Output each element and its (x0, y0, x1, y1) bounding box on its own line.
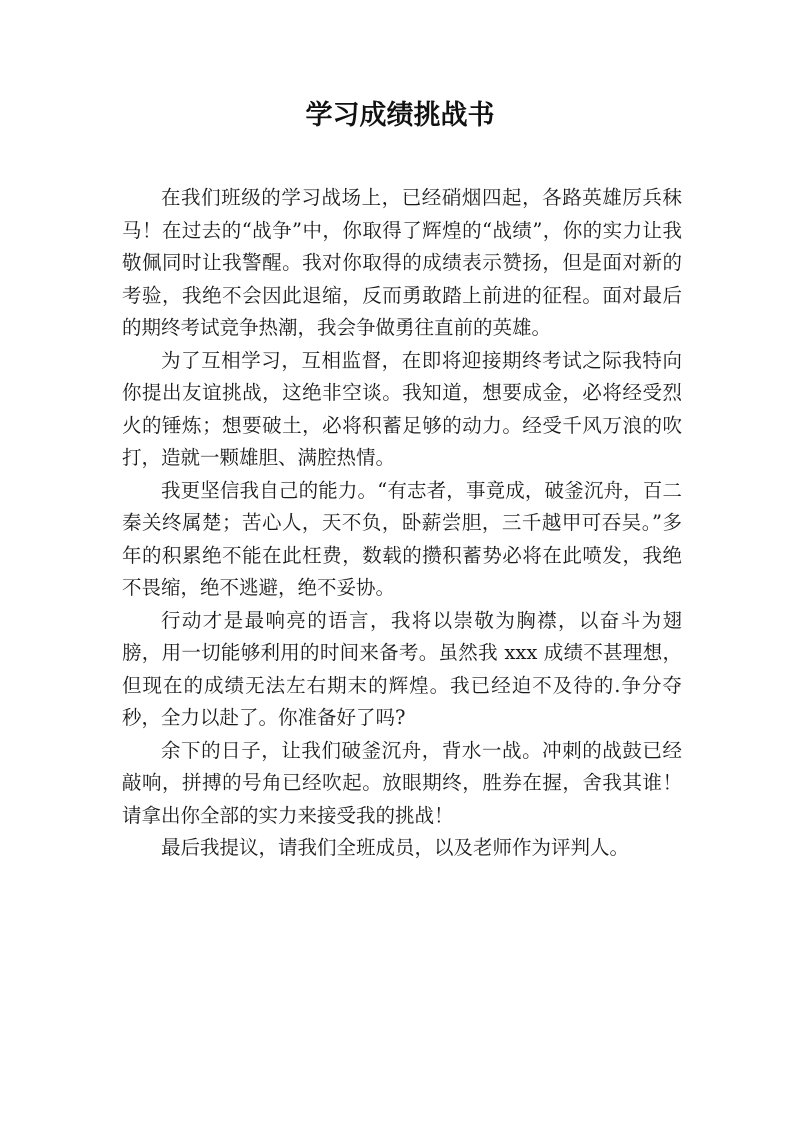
paragraph-4: 行动才是最响亮的语言，我将以崇敬为胸襟，以奋斗为翅膀，用一切能够利用的时间来备考。虽然我 xxx 成绩不甚理想，但现在的成绩无法左右期末的辉煌。我已经迫不及待的.争分夺秒，全力以赴了。你准备好了吗? (122, 608, 682, 729)
paragraph-2: 为了互相学习，互相监督，在即将迎接期终考试之际我特向你提出友谊挑战，这绝非空谈。我知道，想要成金，必将经受烈火的锤炼；想要破土，必将积蓄足够的动力。经受千风万浪的吹打，造就一颗雄胆、满腔热情。 (122, 348, 682, 469)
paragraph-5: 余下的日子，让我们破釜沉舟，背水一战。冲刺的战鼓已经敲响，拼搏的号角已经吹起。放眼期终，胜券在握，舍我其谁！请拿出你全部的实力来接受我的挑战！ (122, 738, 682, 827)
paragraph-6: 最后我提议，请我们全班成员，以及老师作为评判人。 (161, 836, 630, 859)
document-title: 学习成绩挑战书 (305, 100, 495, 131)
paragraph-1: 在我们班级的学习战场上，已经硝烟四起，各路英雄厉兵秣马！在过去的“战争”中，你取得了辉煌的“战绩”，你的实力让我敬佩同时让我警醒。我对你取得的成绩表示赞扬，但是面对新的考验，我绝不会因此退缩，反而勇敢踏上前进的征程。面对最后的期终考试竞争热潮，我会争做勇往直前的英雄。 (122, 186, 682, 339)
document-body (122, 182, 682, 865)
paragraph-3: 我更坚信我自己的能力。“有志者，事竟成，破釜沉舟，百二秦关终属楚；苦心人，天不负，卧薪尝胆，三千越甲可吞吴。”多年的积累绝不能在此枉费，数载的攒积蓄势必将在此喷发，我绝不畏缩，绝不逃避，绝不妥协。 (122, 478, 682, 599)
